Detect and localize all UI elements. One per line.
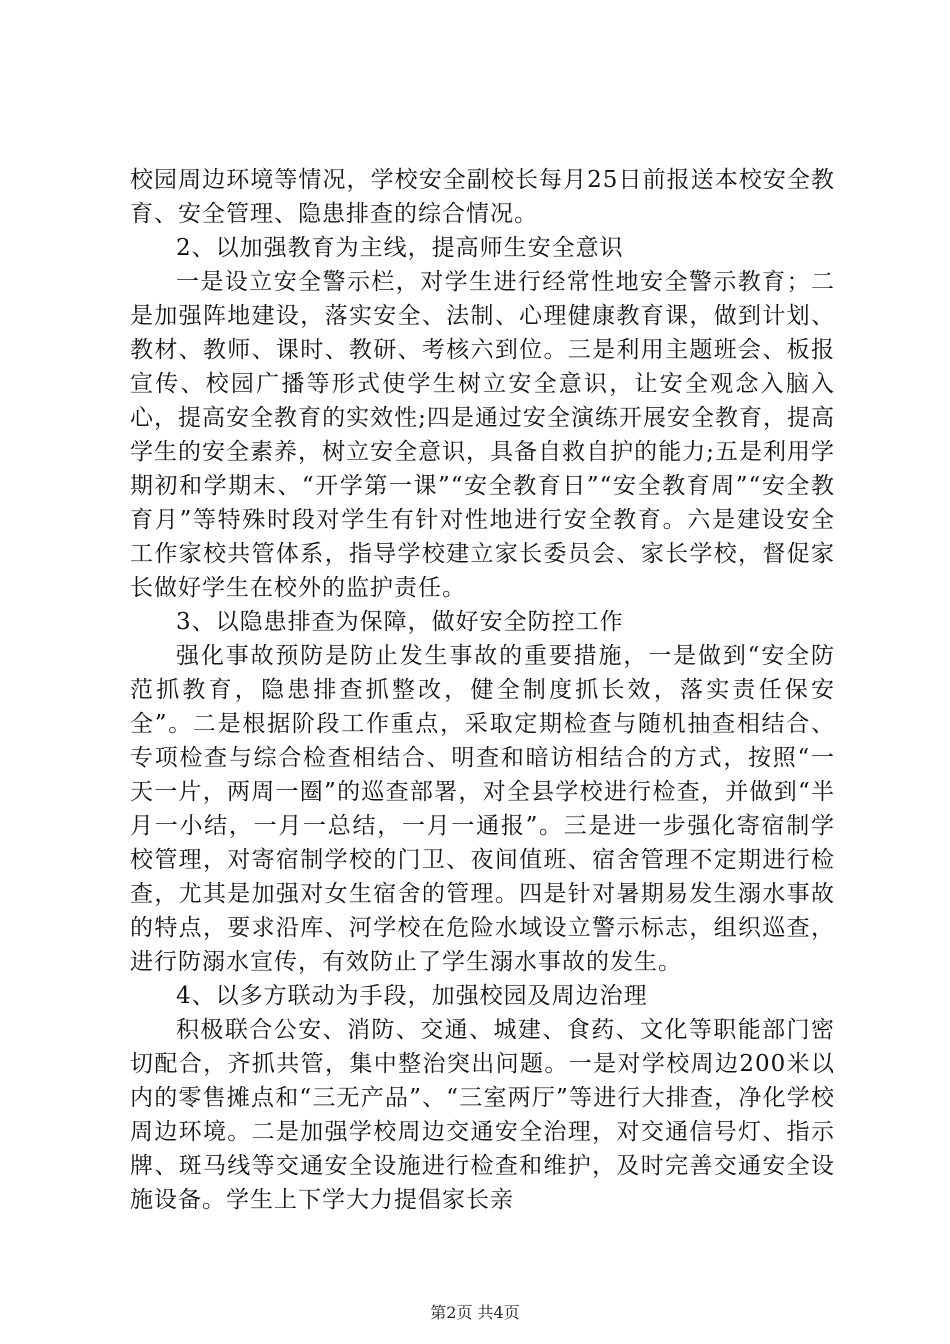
paragraph-5: 强化事故预防是防止发生事故的重要措施，一是做到“安全防范抓教育，隐患排查抓整改，健全制度抓长效，落实责任保安全”。二是根据阶段工作重点，采取定期检查与随机抽查相结合、专项检查与综合检查相结合、明查和暗访相结合的方式，按照“一天一片，两周一圈”的巡查部署，对全县学校进行检查，并做到“半月一小结，一月一总结，一月一通报”。三是进一步强化寄宿制学校管理，对寄宿制学校的门卫、夜间值班、宿舍管理不定期进行检查，尤其是加强对女生宿舍的管理。四是针对暑期易发生溺水事故的特点，要求沿库、河学校在危险水域设立警示标志，组织巡查，进行防溺水宣传，有效防止了学生溺水事故的发生。 bbox=[130, 643, 835, 975]
page-number-label: 第2页 共4页 bbox=[430, 1303, 520, 1322]
paragraph-3: 一是设立安全警示栏，对学生进行经常性地安全警示教育；二是加强阵地建设，落实安全、法制、心理健康教育课，做到计划、教材、教师、课时、教研、考核六到位。三是利用主题班会、板报宣传、校园广播等形式使学生树立安全意识，让安全观念入脑入心，提高安全教育的实效性;四是通过安全演练开展安全教育，提高学生的安全素养，树立安全意识，具备自救自护的能力;五是利用学期初和学期末、“开学第一课”“安全教育日”“安全教育周”“安全教育月”等特殊时段对学生有针对性地进行安全教育。六是建设安全工作家校共管体系，指导学校建立家长委员会、家长学校，督促家长做好学生在校外的监护责任。 bbox=[130, 269, 835, 601]
paragraph-1: 校园周边环境等情况，学校安全副校长每月25日前报送本校安全教育、安全管理、隐患排查的综合情况。 bbox=[130, 167, 835, 227]
page-footer bbox=[0, 1300, 950, 1323]
section-heading-3: 3、以隐患排查为保障，做好安全防控工作 bbox=[176, 609, 624, 635]
document-body bbox=[130, 163, 835, 1217]
section-heading-4: 4、以多方联动为手段，加强校园及周边治理 bbox=[176, 983, 648, 1009]
section-heading-2: 2、以加强教育为主线，提高师生安全意识 bbox=[176, 235, 624, 261]
paragraph-7: 积极联合公安、消防、交通、城建、食药、文化等职能部门密切配合，齐抓共管，集中整治突出问题。一是对学校周边200米以内的零售摊点和“三无产品”、“三室两厅”等进行大排查，净化学校周边环境。二是加强学校周边交通安全治理，对交通信号灯、指示牌、斑马线等交通安全设施进行检查和维护，及时完善交通安全设施设备。学生上下学大力提倡家长亲 bbox=[130, 1017, 835, 1213]
